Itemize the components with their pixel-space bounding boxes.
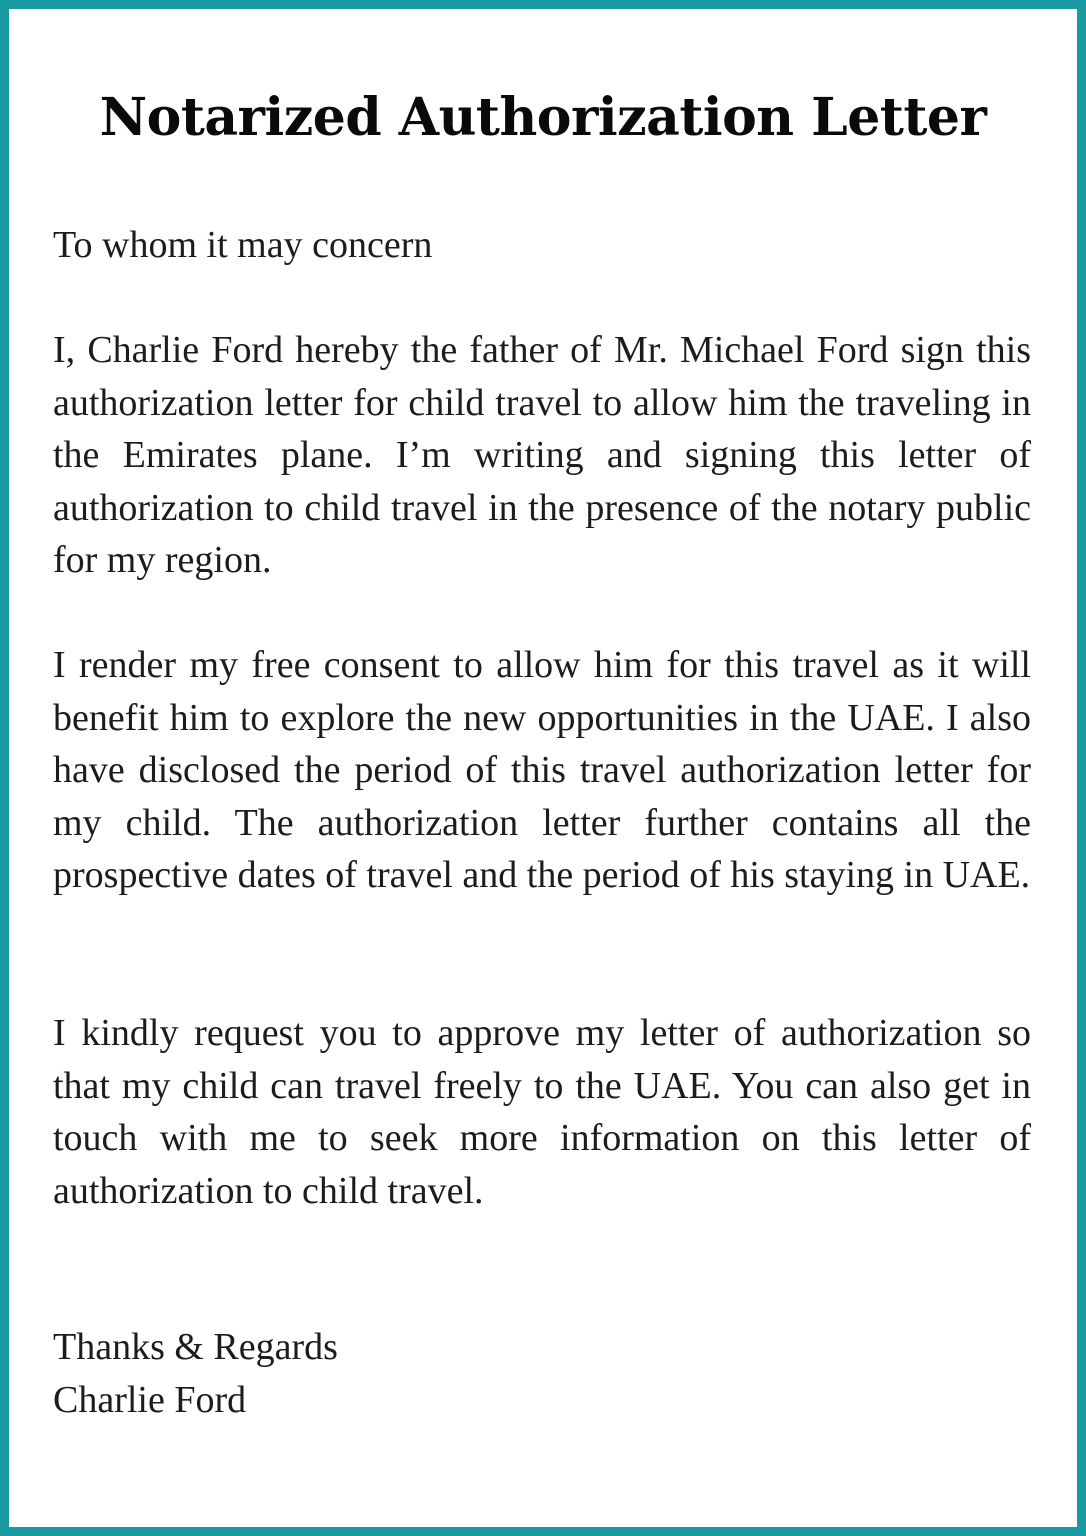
letter-title: Notarized Authorization Letter [99,87,987,148]
letter-paragraph-1: I, Charlie Ford hereby the father of Mr. Michael Ford sign this authorization letter for child travel to allow him the traveling in the Emirates plane. I’m writing and signing this letter of authorization to child travel in the presence of the notary public for my region. [53,329,1031,581]
letter-paragraph-3: I kindly request you to approve my letter of authorization so that my child can travel freely to the UAE. You can also get in touch with me to seek more information on this letter of authorization to child travel. [53,1012,1031,1212]
letter-salutation: To whom it may concern [53,224,433,266]
letter-paragraph-2: I render my free consent to allow him for this travel as it will benefit him to explore the new opportunities in the UAE. I also have disclosed the period of this travel authorization letter for my child. The authorization letter further contains all the prospective dates of travel and the period of his staying in UAE. [53,644,1031,896]
letter-closing: Thanks & Regards [53,1326,338,1368]
letter-signer-name: Charlie Ford [53,1379,247,1421]
